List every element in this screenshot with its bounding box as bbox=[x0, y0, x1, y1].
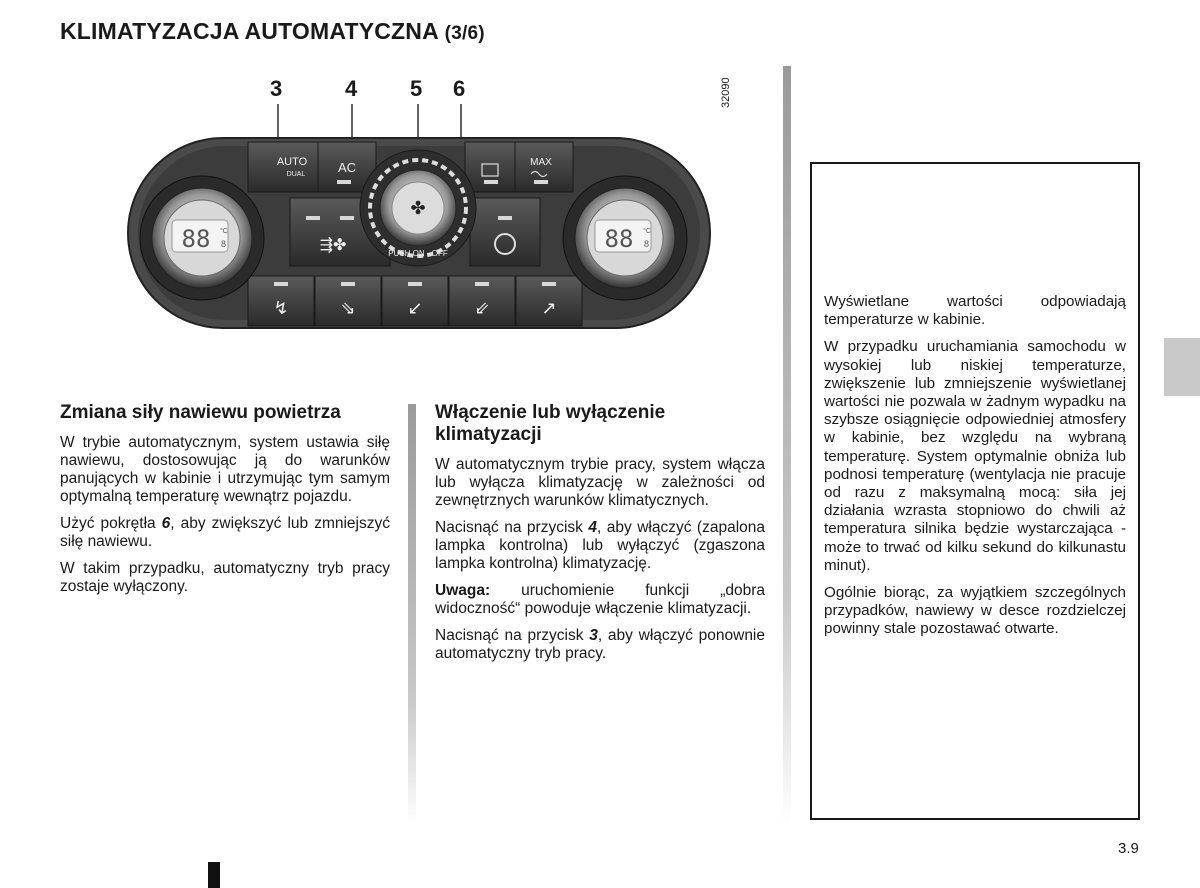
svg-text:↙: ↙ bbox=[407, 298, 423, 319]
section-heading-ac-on-off: Włączenie lub wyłączenie klimatyzacji bbox=[435, 402, 666, 445]
chapter-tab bbox=[1164, 338, 1200, 396]
crop-mark bbox=[208, 862, 220, 888]
left-temperature-knob bbox=[140, 176, 264, 300]
note-text bbox=[824, 293, 1126, 648]
paragraph: W trybie automatycznym, system ustawia siłę nawiewu, dostosowując ją do warunków panujących w kabinie i utrzymując tym samym optymalną temperaturę wewnątrz pojazdu. bbox=[60, 434, 390, 505]
push-on-off-label: PUSH ON · OFF bbox=[388, 249, 448, 258]
bottom-button-row bbox=[248, 276, 582, 326]
paragraph: Nacisnąć na przycisk 3, aby włączyć ponownie automatyczny tryb pracy. bbox=[435, 627, 765, 662]
fan-icon: ✤ bbox=[410, 198, 426, 219]
reference-number: 4 bbox=[588, 519, 597, 536]
max-indicator bbox=[534, 180, 548, 184]
callout-3: 3 bbox=[270, 76, 283, 101]
max-label: MAX bbox=[530, 157, 552, 168]
reference-number: 3 bbox=[589, 627, 598, 644]
fan-mode-icon: ⇶✤ bbox=[319, 235, 347, 254]
column-divider-left bbox=[408, 404, 416, 824]
paragraph: W automatycznym trybie pracy, system włącza lub wyłącza klimatyzację w zależności od zewnętrznych warunków klimatycznych. bbox=[435, 456, 765, 509]
callout-5: 5 bbox=[410, 76, 423, 101]
page-title-main: KLIMATYZACJA AUTOMATYCZNA bbox=[60, 18, 439, 44]
svg-text:°C: °C bbox=[220, 228, 228, 235]
svg-text:⇘: ⇘ bbox=[340, 298, 356, 319]
right-temp-display: 88 bbox=[604, 225, 634, 253]
svg-text:8: 8 bbox=[221, 239, 227, 249]
ac-label: AC bbox=[337, 160, 357, 175]
svg-text:°C: °C bbox=[643, 228, 651, 235]
page-title-suffix: (3/6) bbox=[444, 23, 485, 44]
paragraph: Użyć pokrętła 6, aby zwiększyć lub zmniejszyć siłę nawiewu. bbox=[60, 515, 390, 550]
auto-label: AUTO bbox=[276, 156, 308, 168]
left-column bbox=[60, 402, 390, 605]
svg-text:⇙: ⇙ bbox=[474, 298, 490, 319]
column-divider-right bbox=[783, 66, 791, 826]
section-heading-fan-speed: Zmiana siły nawiewu powietrza bbox=[60, 402, 341, 423]
ac-indicator bbox=[337, 180, 351, 184]
figure-code: 32090 bbox=[720, 77, 732, 108]
page-number: 3.9 bbox=[1118, 840, 1139, 857]
paragraph: Uwaga: uruchomienie funkcji „dobra widoczność“ powoduje włączenie klimatyzacji. bbox=[435, 582, 765, 617]
rear-defrost-indicator bbox=[484, 180, 498, 184]
left-temp-display: 88 bbox=[181, 225, 211, 253]
note-label: Uwaga: bbox=[435, 582, 491, 599]
fan-speed-knob bbox=[360, 150, 476, 266]
right-temperature-knob bbox=[563, 176, 687, 300]
middle-column bbox=[435, 402, 765, 672]
paragraph: Wyświetlane wartości odpowiadają temperaturze w kabinie. bbox=[824, 293, 1126, 329]
paragraph: Ogólnie biorąc, za wyjątkiem szczególnych przypadków, nawiewy w desce rozdzielczej powinny stale pozostawać otwarte. bbox=[824, 584, 1126, 638]
climate-panel-drawing bbox=[120, 68, 760, 343]
callout-4: 4 bbox=[345, 76, 358, 101]
climate-panel-figure bbox=[120, 68, 760, 343]
recirculation-button bbox=[470, 198, 540, 266]
paragraph: Nacisnąć na przycisk 4, aby włączyć (zapalona lampka kontrolna) lub wyłączyć (zgaszona lampka kontrolna) klimatyzację. bbox=[435, 519, 765, 572]
paragraph: W takim przypadku, automatyczny tryb pracy zostaje wyłączony. bbox=[60, 560, 390, 595]
rear-defrost-button bbox=[465, 142, 515, 192]
reference-number: 6 bbox=[161, 515, 171, 532]
callout-6: 6 bbox=[453, 76, 466, 101]
svg-text:8: 8 bbox=[644, 239, 650, 249]
paragraph: W przypadku uruchamiania samochodu w wysokiej lub niskiej temperaturze, zwiększenie lub zmniejszenie wyświetlanej wartości nie pozwala w żadnym wypadku na szybsze osiągnięcie odpowiedniej atmosfery w kabinie, bez względu na wybraną temperaturę. System optymalnie obniża lub podnosi temperaturę (wentylacja nie pracuje od razu z maksymalną mocą: siła jej działania wzrasta stopniowo do chwili aż temperatura silnika będzie wystarczająca - może to trwać od kilku sekund do kilkunastu minut). bbox=[824, 338, 1126, 574]
dual-label: DUAL bbox=[286, 171, 306, 178]
page-title bbox=[60, 18, 485, 45]
svg-text:↗: ↗ bbox=[541, 298, 557, 319]
svg-text:↯: ↯ bbox=[273, 298, 289, 319]
